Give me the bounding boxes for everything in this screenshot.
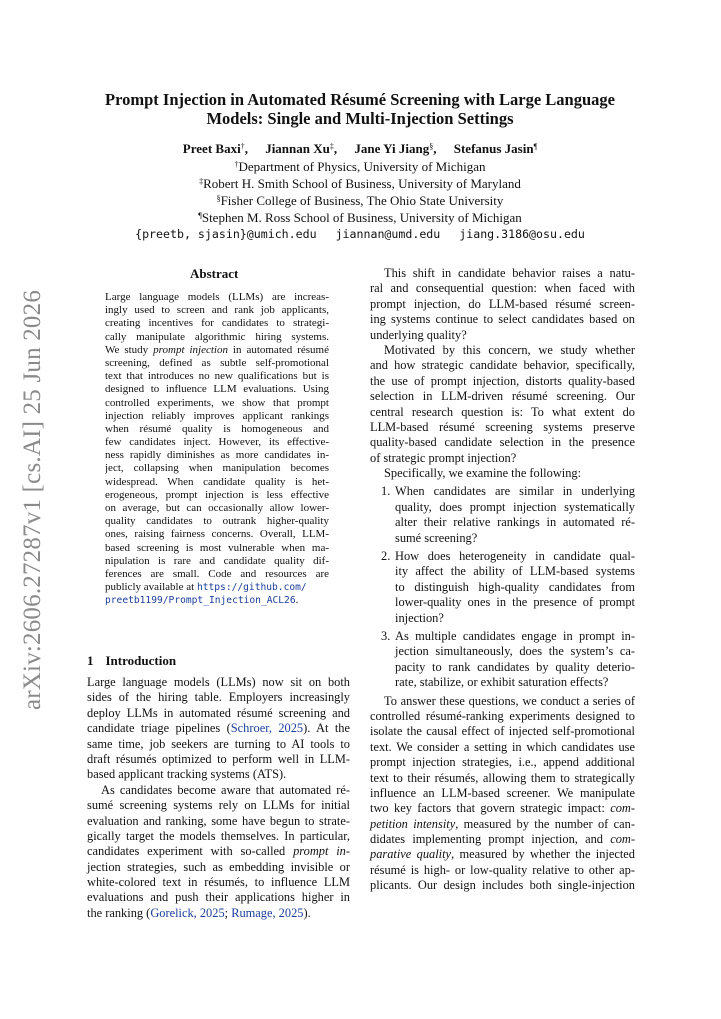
abstract-line: text that introduces no new qualifications but is [105, 370, 329, 383]
paragraph-line: controlled résumé-ranking experiments designed to [370, 708, 635, 723]
affiliation-4: ¶Stephen M. Ross School of Business, University of Michigan [198, 210, 522, 225]
abstract-body [105, 291, 329, 608]
paragraph-line: text. We consider a setting in which candidates use [370, 739, 635, 754]
abstract-line: widespread. When candidate quality is het- [105, 475, 329, 488]
abstract-line: We study prompt injection in automated résumé [105, 343, 329, 356]
abstract-line: on average, but can occasionally allow lower- [105, 502, 329, 514]
abstract-line: ingly used to screen and rank job applicants, [105, 304, 329, 317]
paragraph-line: pacity to rank candidates by quality deterio- [395, 659, 635, 674]
paragraph-line: to distinguish high-quality candidates from [395, 579, 635, 594]
email-2[interactable]: jiannan@umd.edu [335, 227, 441, 241]
abstract-line: few candidates inject. However, its effective- [105, 436, 329, 449]
arxiv-sidebar-stamp: arXiv:2606.27287v1 [cs.AI] 25 Jun 2026 [19, 289, 46, 711]
abstract-line: nipulation is rare and candidate quality dif- [105, 554, 329, 567]
affiliation-1: †Department of Physics, University of Michigan [234, 159, 486, 174]
paragraph-line: the ranking (Gorelick, 2025; Rumage, 2025). [87, 905, 311, 920]
list-number: 1. [381, 484, 391, 499]
email-3[interactable]: jiang.3186@osu.edu [459, 227, 585, 241]
citation-link[interactable]: Rumage, 2025 [231, 905, 304, 920]
paragraph-line: evaluation and ranking, some have begun to strate- [87, 813, 350, 828]
paragraph-line: As multiple candidates engage in prompt in- [395, 628, 635, 643]
paragraph-line: Large language models (LLMs) now sit on both [87, 675, 350, 689]
abstract-line: based screening is most vulnerable when ma- [105, 541, 329, 554]
title-line-2: Models: Single and Multi-Injection Settings [206, 109, 514, 128]
section-heading-introduction: 1 Introduction [87, 653, 177, 668]
abstract-line: publicly available at https://github.com/ [105, 581, 307, 594]
paragraph-line: and how strategic candidate behavior, specifically, [370, 358, 635, 373]
paragraph-line: ing systems continue to select candidates based on [370, 312, 635, 327]
paragraph-line: LLM-based résumé screening systems preserve [370, 419, 635, 434]
research-questions-list [370, 484, 635, 690]
paragraph-line: candidate triage pipelines (Schroer, 2025). At the [87, 721, 350, 736]
paragraph-line: based applicant tracking systems (ATS). [87, 767, 287, 782]
affiliation-2: ‡Robert H. Smith School of Business, University of Maryland [199, 176, 521, 191]
paragraph-line: white-colored text in résumés, to influence LLM [87, 875, 350, 890]
paragraph-line: prompt injection, do LLM-based résumé screen- [370, 296, 635, 311]
abstract-line: screening, defined as subtle self-promotional [105, 356, 329, 369]
paragraph-line: underlying quality? [370, 327, 467, 342]
abstract-line: injection reliably improves applicant rankings [105, 409, 329, 422]
paragraph-line: same time, job seekers are turning to AI tools to [87, 736, 350, 751]
paragraph-line: When candidates are similar in underlying [395, 484, 635, 499]
affiliation-3: §Fisher College of Business, The Ohio State University [216, 193, 504, 208]
abstract-line: quality candidates to outrank higher-quality [105, 515, 329, 528]
research-question-item [370, 549, 635, 626]
abstract-line: when résumé quality is homogeneous and [105, 422, 329, 435]
paragraph-line: central research question is: To what extent do [370, 404, 635, 419]
paragraph-line: As candidates become aware that automated ré- [101, 782, 350, 797]
abstract-line: controlled experiments, we show that prompt [105, 396, 329, 409]
intro-right-column [370, 266, 635, 894]
paragraph-line: candidates experiment with so-called prompt in- [87, 844, 351, 859]
paragraph-line: draft résumés optimized to perform well in LLM- [87, 751, 350, 766]
paragraph-line: This shift in candidate behavior raises a natu- [384, 266, 635, 280]
paragraph-line: isolate the causal effect of injected self-promotional [370, 724, 635, 739]
abstract-line: ones, raising fairness concerns. Overall, LLM- [105, 528, 329, 541]
paragraph-line: How does heterogeneity in candidate qual- [395, 549, 635, 564]
citation-link[interactable]: Gorelick, 2025 [150, 905, 225, 920]
github-link-continued[interactable]: preetb1199/Prompt_Injection_ACL26 [105, 595, 296, 607]
abstract-heading: Abstract [190, 266, 239, 281]
paragraph-line: deploy LLMs in automated résumé screening and [87, 705, 350, 720]
paragraph-line: sumé screening? [395, 530, 478, 545]
author-emails [80, 227, 640, 241]
paragraph-line: ral and consequential question: when faced with [370, 281, 635, 296]
paragraph-line: sumé screening systems rely on LLMs for initial [87, 798, 350, 813]
paragraph-line: injection? [395, 610, 444, 625]
research-question-item [370, 629, 635, 691]
title-line-1: Prompt Injection in Automated Résumé Screening with Large Language [105, 90, 615, 109]
author-3: Jane Yi Jiang§, [354, 141, 437, 156]
abstract-line: ness rapidly diminishes as more candidates in- [105, 449, 329, 462]
abstract-line: erogeneous, prompt injection is less effective [105, 488, 329, 501]
abstract-line: Large language models (LLMs) are increas- [105, 291, 329, 303]
paper-title [80, 90, 640, 128]
paragraph-line: jection strategies, such as embedding invisible or [87, 859, 350, 874]
paragraph-line: Motivated by this concern, we study whether [384, 342, 635, 357]
paragraph-line: of strategic prompt injection? [370, 450, 517, 465]
citation-link[interactable]: Schroer, 2025 [230, 721, 304, 736]
paragraph-line: evaluations and push their applications higher in [87, 890, 350, 905]
paragraph-experiments [370, 694, 635, 894]
paragraph-line: plicants. Our design includes both single-injection [370, 878, 635, 893]
author-4: Stefanus Jasin¶ [453, 141, 538, 156]
paragraph-line: quality-based candidate selection in the presence [370, 435, 635, 450]
abstract-line: preetb1199/Prompt_Injection_ACL26. [105, 594, 299, 607]
paragraph-line: two key factors that govern strategic impact: com- [370, 801, 635, 816]
paragraph-line: text to their résumés, allowing them to strategically [370, 770, 635, 785]
abstract-line: creating incentives for candidates to strategi- [105, 317, 329, 330]
paragraph-line: Specifically, we examine the following: [384, 466, 582, 481]
paragraph-line: prompt injection strategies, i.e., append additional [370, 755, 635, 770]
paragraph-line: gically target the models themselves. In particular, [87, 828, 350, 843]
author-list [80, 141, 640, 157]
paragraph-line: selection in LLM-driven résumé screening. Our [370, 389, 635, 404]
paragraph-line: résumé is high- or low-quality relative to other ap- [370, 862, 635, 877]
author-1: Preet Baxi†, [182, 141, 248, 156]
research-question-item [370, 484, 635, 546]
paragraph-line: To answer these questions, we conduct a series of [384, 693, 635, 708]
paragraph-line: sides of the hiring table. Employers increasingly [87, 690, 350, 705]
paragraph-line: quality, does prompt injection systematically [395, 499, 635, 514]
abstract-line: cally manipulate algorithmic hiring systems. [105, 330, 329, 343]
paragraph-line: influence an LLM-based screener. We manipulate [370, 785, 635, 800]
list-number: 3. [381, 628, 391, 643]
paragraph-line: petition intensity, measured by the number of can- [370, 816, 635, 831]
author-2: Jiannan Xu‡, [265, 141, 338, 156]
github-link[interactable]: https://github.com/ [196, 582, 307, 594]
abstract-line: ferences are small. Code and resources are [105, 567, 329, 580]
list-number: 2. [381, 549, 391, 564]
paragraph-line: ity affect the ability of LLM-based systems [395, 564, 635, 579]
paragraph-line: the use of prompt injection, distorts quality-based [370, 373, 635, 388]
paragraph-line: lower-quality ones in the presence of prompt [395, 595, 635, 610]
email-1[interactable]: {preetb, sjasin}@umich.edu [135, 227, 317, 241]
paragraph-line: rate, stabilize, or exhibit saturation effects? [395, 675, 609, 690]
abstract-line: ject, collapsing when manipulation becomes [105, 462, 329, 475]
paragraph-line: didates implementing prompt injection, and com- [370, 832, 635, 847]
paragraph-line: jection simultaneously, does the system’s ca- [395, 644, 635, 659]
intro-left-column [87, 675, 350, 921]
paragraph-line: alter their relative rankings in automated ré- [395, 515, 635, 530]
abstract-line: designed to influence LLM evaluations. Using [105, 383, 329, 396]
paragraph-line: parative quality, measured by whether the injected [370, 847, 635, 862]
